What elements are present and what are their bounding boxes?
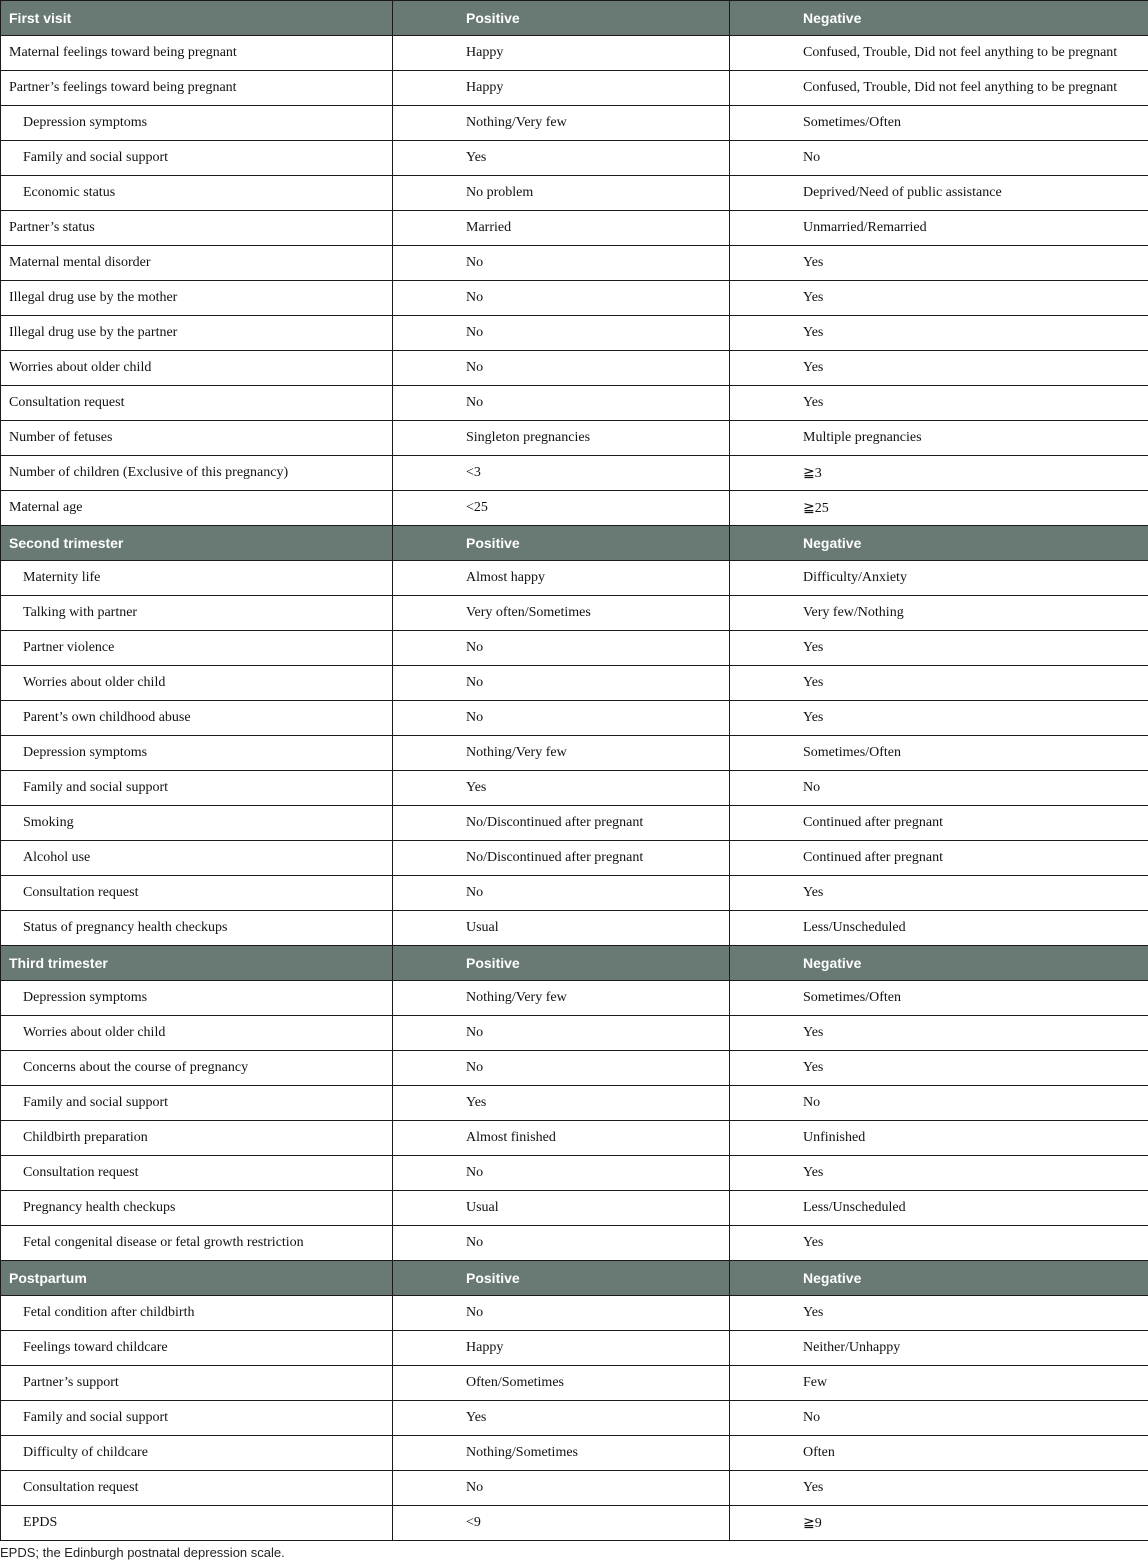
- table-row: [1, 176, 1148, 211]
- positive-cell: Usual: [393, 911, 730, 946]
- positive-cell: No: [393, 351, 730, 386]
- table-row: [1, 806, 1148, 841]
- positive-cell: No: [393, 1226, 730, 1261]
- positive-cell: No: [393, 631, 730, 666]
- assessment-table-body: [1, 1, 1148, 1541]
- positive-cell: No: [393, 701, 730, 736]
- table-row: [1, 841, 1148, 876]
- section-title: Second trimester: [1, 526, 393, 561]
- table-row: [1, 1506, 1148, 1541]
- negative-cell: Yes: [730, 1016, 1148, 1051]
- positive-cell: No: [393, 876, 730, 911]
- item-cell: Worries about older child: [1, 666, 393, 701]
- negative-cell: Less/Unscheduled: [730, 911, 1148, 946]
- negative-cell: Very few/Nothing: [730, 596, 1148, 631]
- negative-cell: Yes: [730, 281, 1148, 316]
- table-row: [1, 981, 1148, 1016]
- item-cell: Talking with partner: [1, 596, 393, 631]
- section-title: First visit: [1, 1, 393, 36]
- negative-cell: Yes: [730, 666, 1148, 701]
- positive-cell: Almost finished: [393, 1121, 730, 1156]
- item-cell: Number of children (Exclusive of this pregnancy): [1, 456, 393, 491]
- negative-cell: Neither/Unhappy: [730, 1331, 1148, 1366]
- section-header-row: [1, 1, 1148, 36]
- table-row: [1, 456, 1148, 491]
- table-row: [1, 141, 1148, 176]
- positive-cell: No: [393, 1156, 730, 1191]
- positive-cell: No: [393, 666, 730, 701]
- item-cell: Fetal congenital disease or fetal growth restriction: [1, 1226, 393, 1261]
- negative-cell: ≧3: [730, 456, 1148, 491]
- table-row: [1, 71, 1148, 106]
- positive-cell: Yes: [393, 141, 730, 176]
- section-header-row: [1, 526, 1148, 561]
- table-row: [1, 876, 1148, 911]
- positive-cell: No: [393, 246, 730, 281]
- section-header-row: [1, 946, 1148, 981]
- item-cell: EPDS: [1, 1506, 393, 1541]
- table-row: [1, 316, 1148, 351]
- table-row: [1, 421, 1148, 456]
- negative-cell: Often: [730, 1436, 1148, 1471]
- item-cell: Maternal feelings toward being pregnant: [1, 36, 393, 71]
- table-row: [1, 561, 1148, 596]
- item-cell: Partner’s support: [1, 1366, 393, 1401]
- item-cell: Fetal condition after childbirth: [1, 1296, 393, 1331]
- positive-cell: Happy: [393, 1331, 730, 1366]
- positive-cell: Nothing/Very few: [393, 106, 730, 141]
- item-cell: Depression symptoms: [1, 736, 393, 771]
- table-row: [1, 106, 1148, 141]
- item-cell: Parent’s own childhood abuse: [1, 701, 393, 736]
- table-row: [1, 911, 1148, 946]
- negative-cell: No: [730, 771, 1148, 806]
- positive-cell: Married: [393, 211, 730, 246]
- negative-column-header: Negative: [730, 526, 1148, 561]
- item-cell: Illegal drug use by the mother: [1, 281, 393, 316]
- positive-cell: Singleton pregnancies: [393, 421, 730, 456]
- item-cell: Number of fetuses: [1, 421, 393, 456]
- item-cell: Smoking: [1, 806, 393, 841]
- positive-cell: <3: [393, 456, 730, 491]
- item-cell: Worries about older child: [1, 1016, 393, 1051]
- negative-cell: Unfinished: [730, 1121, 1148, 1156]
- negative-cell: Yes: [730, 246, 1148, 281]
- negative-cell: ≧9: [730, 1506, 1148, 1541]
- item-cell: Worries about older child: [1, 351, 393, 386]
- table-row: [1, 1471, 1148, 1506]
- negative-cell: No: [730, 141, 1148, 176]
- negative-column-header: Negative: [730, 946, 1148, 981]
- section-title: Third trimester: [1, 946, 393, 981]
- item-cell: Maternal mental disorder: [1, 246, 393, 281]
- negative-cell: Sometimes/Often: [730, 981, 1148, 1016]
- table-row: [1, 491, 1148, 526]
- negative-cell: Yes: [730, 876, 1148, 911]
- item-cell: Childbirth preparation: [1, 1121, 393, 1156]
- table-row: [1, 1051, 1148, 1086]
- table-row: [1, 351, 1148, 386]
- positive-cell: No: [393, 1016, 730, 1051]
- table-footnote: EPDS; the Edinburgh postnatal depression scale.: [0, 1545, 285, 1560]
- table-row: [1, 1331, 1148, 1366]
- item-cell: Partner’s feelings toward being pregnant: [1, 71, 393, 106]
- item-cell: Feelings toward childcare: [1, 1331, 393, 1366]
- positive-cell: Happy: [393, 71, 730, 106]
- item-cell: Family and social support: [1, 141, 393, 176]
- negative-cell: Continued after pregnant: [730, 806, 1148, 841]
- negative-cell: Multiple pregnancies: [730, 421, 1148, 456]
- negative-cell: Few: [730, 1366, 1148, 1401]
- positive-cell: <9: [393, 1506, 730, 1541]
- item-cell: Consultation request: [1, 876, 393, 911]
- negative-cell: No: [730, 1401, 1148, 1436]
- item-cell: Maternal age: [1, 491, 393, 526]
- negative-cell: Confused, Trouble, Did not feel anything to be pregnant: [730, 71, 1148, 106]
- positive-cell: Yes: [393, 1401, 730, 1436]
- item-cell: Depression symptoms: [1, 106, 393, 141]
- positive-cell: No: [393, 316, 730, 351]
- table-row: [1, 666, 1148, 701]
- table-row: [1, 631, 1148, 666]
- negative-cell: Yes: [730, 1051, 1148, 1086]
- item-cell: Pregnancy health checkups: [1, 1191, 393, 1226]
- positive-cell: No/Discontinued after pregnant: [393, 841, 730, 876]
- item-cell: Economic status: [1, 176, 393, 211]
- positive-cell: Almost happy: [393, 561, 730, 596]
- item-cell: Alcohol use: [1, 841, 393, 876]
- negative-cell: Confused, Trouble, Did not feel anything to be pregnant: [730, 36, 1148, 71]
- table-row: [1, 1121, 1148, 1156]
- item-cell: Family and social support: [1, 771, 393, 806]
- item-cell: Family and social support: [1, 1401, 393, 1436]
- item-cell: Maternity life: [1, 561, 393, 596]
- table-row: [1, 1366, 1148, 1401]
- table-row: [1, 246, 1148, 281]
- negative-column-header: Negative: [730, 1261, 1148, 1296]
- table-row: [1, 1191, 1148, 1226]
- item-cell: Partner’s status: [1, 211, 393, 246]
- item-cell: Difficulty of childcare: [1, 1436, 393, 1471]
- negative-cell: Less/Unscheduled: [730, 1191, 1148, 1226]
- positive-cell: Happy: [393, 36, 730, 71]
- negative-cell: Continued after pregnant: [730, 841, 1148, 876]
- negative-cell: Yes: [730, 386, 1148, 421]
- item-cell: Partner violence: [1, 631, 393, 666]
- table-row: [1, 736, 1148, 771]
- positive-cell: Often/Sometimes: [393, 1366, 730, 1401]
- negative-cell: Sometimes/Often: [730, 106, 1148, 141]
- positive-cell: Nothing/Very few: [393, 736, 730, 771]
- item-cell: Consultation request: [1, 386, 393, 421]
- negative-cell: Difficulty/Anxiety: [730, 561, 1148, 596]
- table-row: [1, 281, 1148, 316]
- negative-cell: Unmarried/Remarried: [730, 211, 1148, 246]
- negative-cell: Yes: [730, 631, 1148, 666]
- positive-column-header: Positive: [393, 946, 730, 981]
- table-row: [1, 1226, 1148, 1261]
- negative-column-header: Negative: [730, 1, 1148, 36]
- positive-cell: No/Discontinued after pregnant: [393, 806, 730, 841]
- table-row: [1, 771, 1148, 806]
- negative-cell: Yes: [730, 1226, 1148, 1261]
- item-cell: Family and social support: [1, 1086, 393, 1121]
- item-cell: Illegal drug use by the partner: [1, 316, 393, 351]
- positive-cell: Yes: [393, 771, 730, 806]
- positive-cell: Usual: [393, 1191, 730, 1226]
- table-row: [1, 1086, 1148, 1121]
- negative-cell: Deprived/Need of public assistance: [730, 176, 1148, 211]
- positive-cell: <25: [393, 491, 730, 526]
- positive-cell: No: [393, 1471, 730, 1506]
- positive-cell: No: [393, 281, 730, 316]
- table-row: [1, 701, 1148, 736]
- negative-cell: ≧25: [730, 491, 1148, 526]
- negative-cell: No: [730, 1086, 1148, 1121]
- positive-cell: No problem: [393, 176, 730, 211]
- table-row: [1, 596, 1148, 631]
- negative-cell: Yes: [730, 1471, 1148, 1506]
- table-row: [1, 1401, 1148, 1436]
- item-cell: Concerns about the course of pregnancy: [1, 1051, 393, 1086]
- table-row: [1, 1296, 1148, 1331]
- positive-column-header: Positive: [393, 1261, 730, 1296]
- positive-cell: No: [393, 386, 730, 421]
- item-cell: Status of pregnancy health checkups: [1, 911, 393, 946]
- positive-column-header: Positive: [393, 526, 730, 561]
- positive-cell: No: [393, 1296, 730, 1331]
- table-row: [1, 1016, 1148, 1051]
- negative-cell: Sometimes/Often: [730, 736, 1148, 771]
- positive-column-header: Positive: [393, 1, 730, 36]
- positive-cell: Yes: [393, 1086, 730, 1121]
- positive-cell: Very often/Sometimes: [393, 596, 730, 631]
- positive-cell: Nothing/Sometimes: [393, 1436, 730, 1471]
- table-row: [1, 386, 1148, 421]
- positive-cell: Nothing/Very few: [393, 981, 730, 1016]
- item-cell: Consultation request: [1, 1156, 393, 1191]
- negative-cell: Yes: [730, 701, 1148, 736]
- table-row: [1, 1156, 1148, 1191]
- table-row: [1, 211, 1148, 246]
- table-row: [1, 1436, 1148, 1471]
- section-title: Postpartum: [1, 1261, 393, 1296]
- positive-cell: No: [393, 1051, 730, 1086]
- negative-cell: Yes: [730, 351, 1148, 386]
- section-header-row: [1, 1261, 1148, 1296]
- negative-cell: Yes: [730, 1296, 1148, 1331]
- item-cell: Consultation request: [1, 1471, 393, 1506]
- table-row: [1, 36, 1148, 71]
- negative-cell: Yes: [730, 1156, 1148, 1191]
- item-cell: Depression symptoms: [1, 981, 393, 1016]
- negative-cell: Yes: [730, 316, 1148, 351]
